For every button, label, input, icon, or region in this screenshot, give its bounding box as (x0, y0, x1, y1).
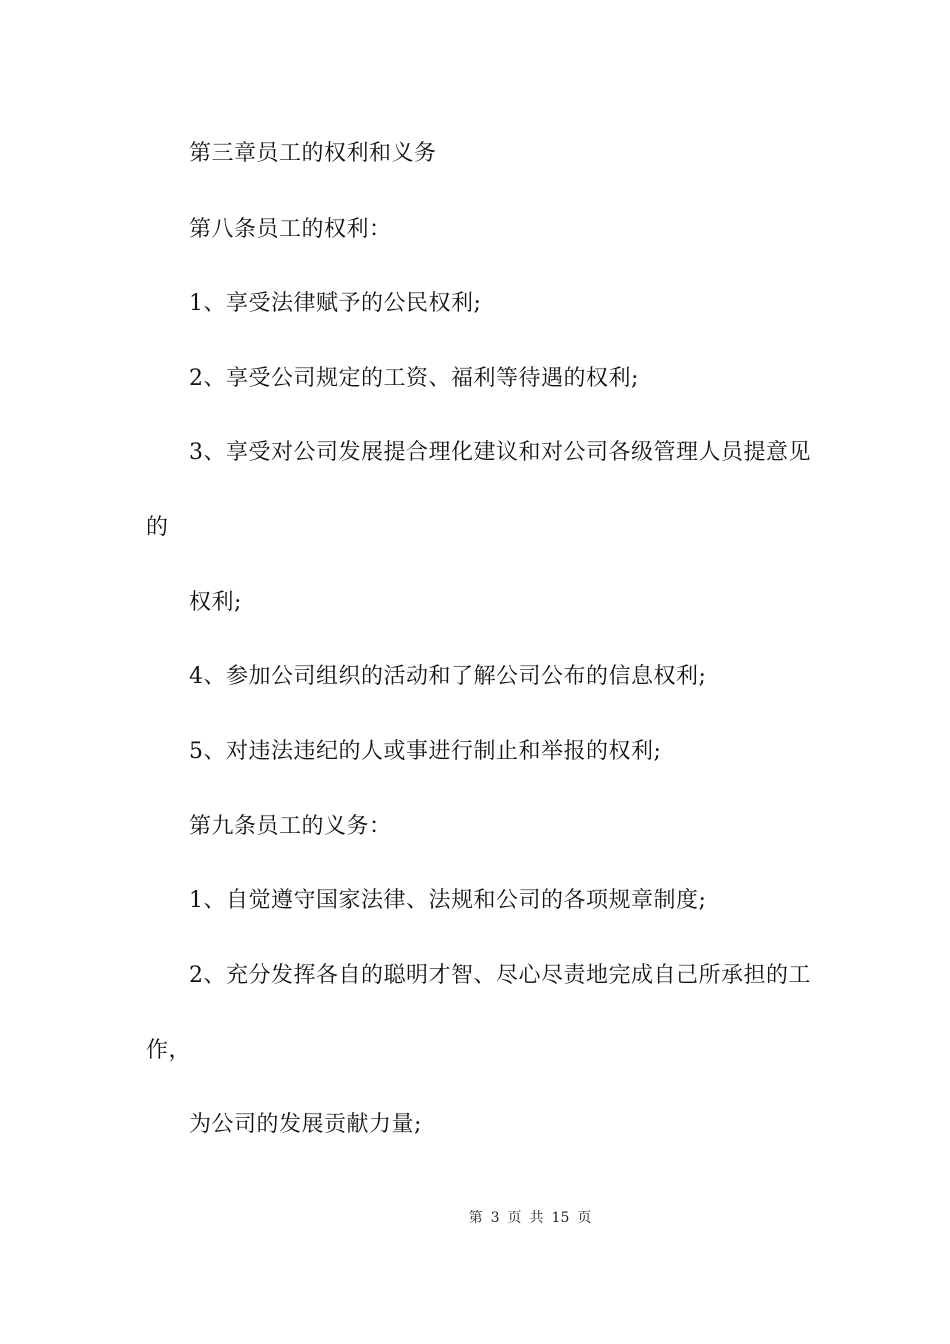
footer-current-page: 3 (490, 1210, 500, 1226)
footer-total-pages: 15 (551, 1210, 570, 1226)
duty-item-2-line-3: 为公司的发展贡献力量; (189, 1112, 422, 1137)
article-8-heading: 第八条员工的权利： (189, 217, 392, 242)
right-item-1: 1、享受法律赋予的公民权利; (189, 291, 482, 316)
duty-item-2-line-2: 作， (146, 1038, 192, 1063)
chapter-heading: 第三章员工的权利和义务 (189, 141, 437, 166)
page-footer (0, 1208, 950, 1228)
duty-item-2-line-1: 2、充分发挥各自的聪明才智、尽心尽责地完成自己所承担的工 (189, 963, 811, 988)
right-item-4: 4、参加公司组织的活动和了解公司公布的信息权利; (189, 664, 707, 689)
right-item-3-line-2: 的 (146, 515, 169, 540)
duty-item-1: 1、自觉遵守国家法律、法规和公司的各项规章制度; (189, 888, 707, 913)
footer-page-word: 页 (507, 1210, 522, 1226)
article-9-heading: 第九条员工的义务： (189, 814, 392, 839)
right-item-3-line-3: 权利; (189, 590, 242, 615)
right-item-3-line-1: 3、享受对公司发展提合理化建议和对公司各级管理人员提意见 (189, 440, 811, 465)
right-item-5: 5、对违法违纪的人或事进行制止和举报的权利; (189, 739, 662, 764)
footer-total-word: 共 (529, 1210, 544, 1226)
footer-suffix: 页 (577, 1210, 592, 1226)
footer-prefix: 第 (468, 1210, 483, 1226)
right-item-2: 2、享受公司规定的工资、福利等待遇的权利; (189, 366, 639, 391)
